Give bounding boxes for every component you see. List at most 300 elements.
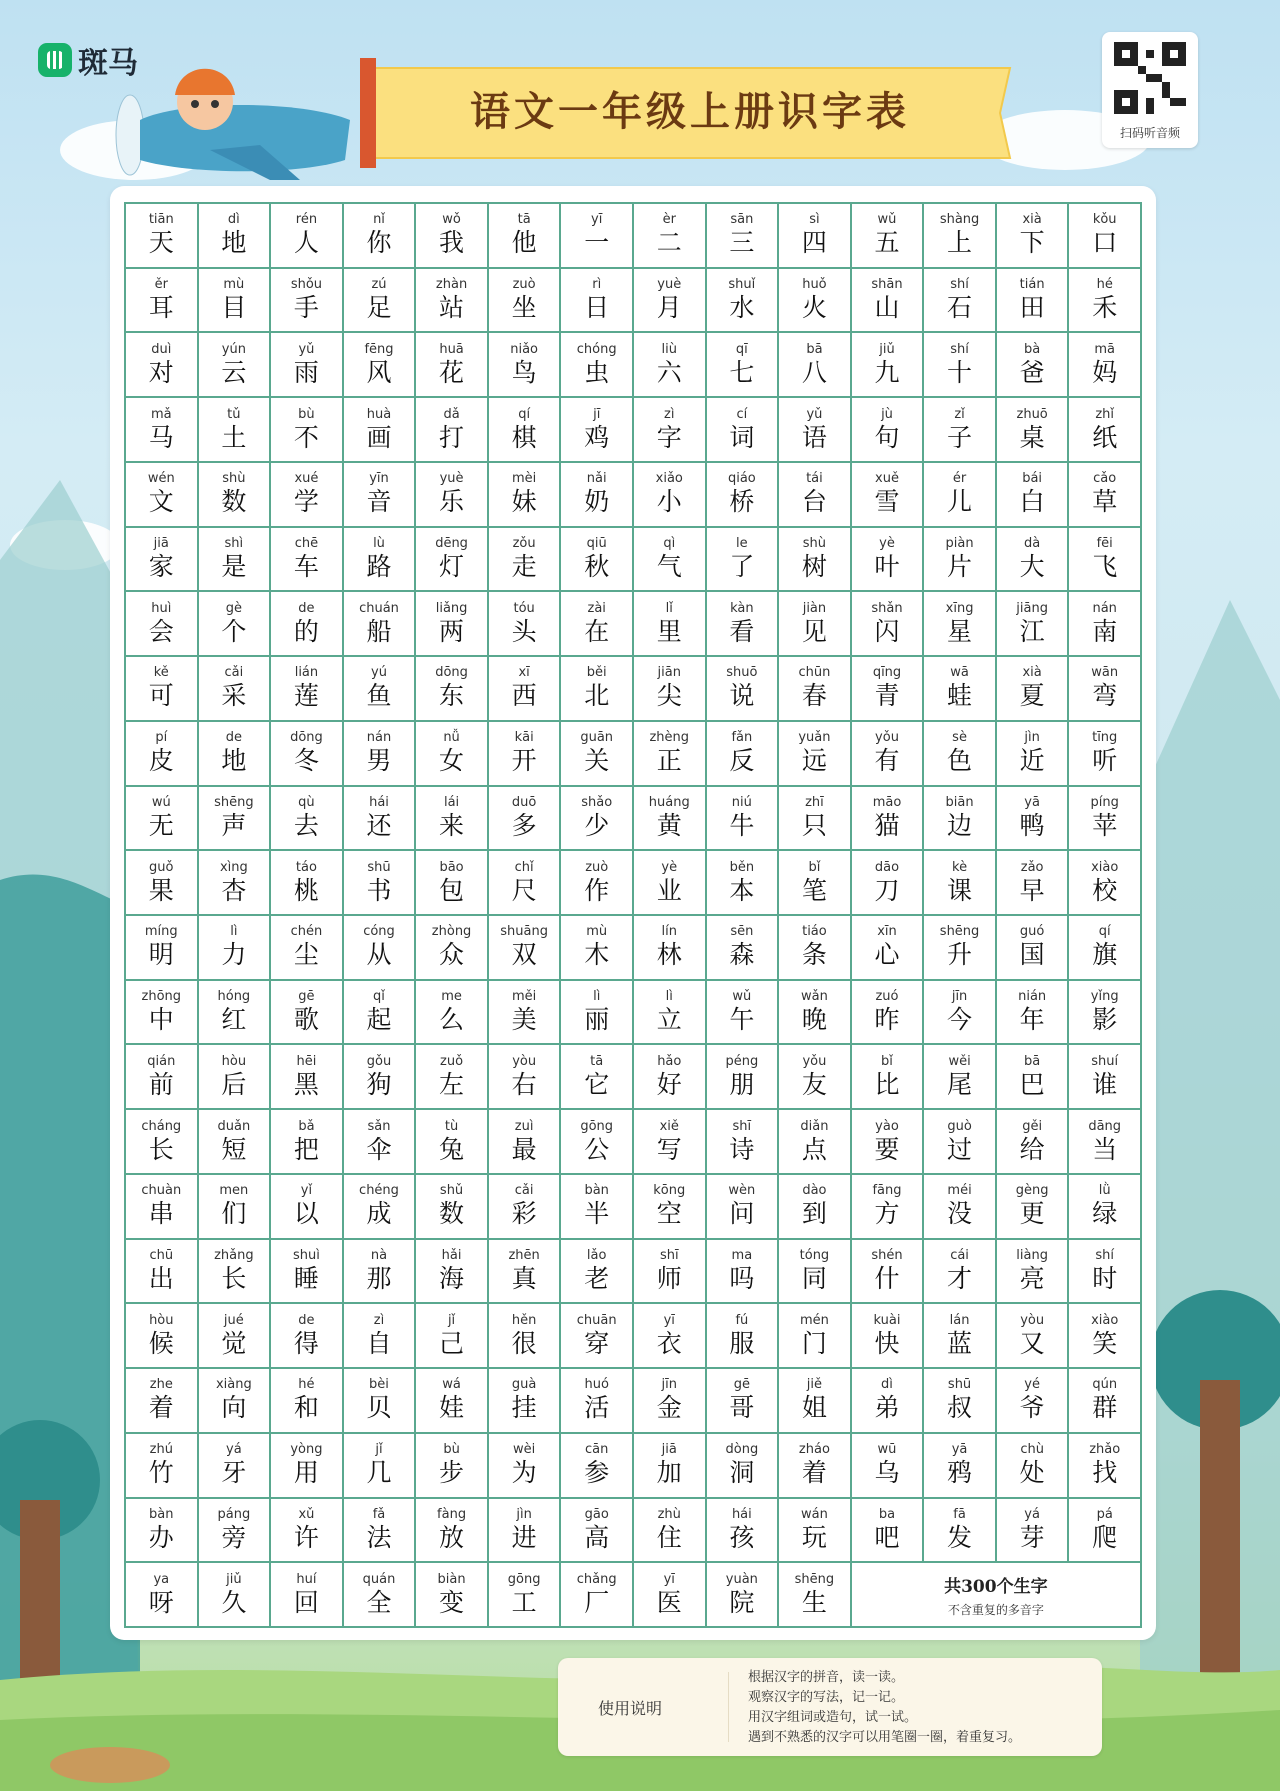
hanzi-character: 桥 — [729, 487, 755, 517]
character-cell — [416, 1434, 489, 1499]
hanzi-character: 杏 — [221, 875, 247, 905]
character-cell — [344, 1434, 417, 1499]
hanzi-character: 门 — [801, 1328, 827, 1358]
character-cell — [126, 1175, 199, 1240]
hanzi-character: 青 — [874, 681, 900, 711]
hanzi-character: 从 — [366, 940, 392, 970]
hanzi-character: 服 — [729, 1328, 755, 1358]
character-cell — [561, 1304, 634, 1369]
hanzi-character: 来 — [439, 810, 465, 840]
hanzi-character: 近 — [1019, 746, 1045, 776]
pinyin-label: guǒ — [149, 859, 174, 875]
hanzi-character: 马 — [148, 422, 174, 452]
hanzi-character: 风 — [366, 357, 392, 387]
hanzi-character: 得 — [293, 1328, 319, 1358]
pinyin-label: yòng — [290, 1442, 323, 1458]
pinyin-label: hái — [369, 794, 389, 810]
pinyin-label: nǎi — [586, 471, 607, 487]
pinyin-label: kōng — [653, 1183, 686, 1199]
character-cell — [779, 269, 852, 334]
character-cell — [199, 269, 272, 334]
character-cell — [489, 1304, 562, 1369]
pinyin-label: shuì — [292, 1247, 320, 1263]
hanzi-character: 众 — [439, 940, 465, 970]
pinyin-label: guó — [1019, 924, 1045, 940]
pinyin-label: bā — [1024, 1053, 1041, 1069]
character-cell — [199, 1110, 272, 1175]
character-cell — [561, 398, 634, 463]
pinyin-label: jiān — [657, 665, 681, 681]
character-cell — [271, 787, 344, 852]
character-cell — [852, 657, 925, 722]
pinyin-label: kǒu — [1092, 212, 1117, 228]
character-cell — [852, 851, 925, 916]
character-cell — [416, 204, 489, 269]
hanzi-character: 我 — [439, 228, 465, 258]
pinyin-label: diǎn — [800, 1118, 829, 1134]
character-cell — [997, 916, 1070, 981]
character-cell — [489, 333, 562, 398]
hanzi-character: 为 — [511, 1458, 537, 1488]
character-cell — [634, 333, 707, 398]
pinyin-label: jīn — [661, 1377, 677, 1393]
character-cell — [271, 1369, 344, 1434]
pinyin-label: cí — [736, 406, 748, 422]
hanzi-character: 长 — [148, 1134, 174, 1164]
pinyin-label: shū — [367, 859, 391, 875]
character-cell — [489, 787, 562, 852]
pinyin-label: jīn — [951, 989, 968, 1005]
hanzi-character: 头 — [511, 616, 537, 646]
hanzi-character: 水 — [729, 293, 755, 323]
pinyin-label: de — [298, 600, 315, 616]
pinyin-label: huí — [296, 1571, 317, 1587]
hanzi-character: 着 — [148, 1393, 174, 1423]
hanzi-character: 衣 — [656, 1328, 682, 1358]
pinyin-label: duō — [511, 794, 537, 810]
character-cell — [779, 1499, 852, 1564]
hanzi-character: 心 — [874, 940, 900, 970]
pinyin-label: méi — [947, 1183, 972, 1199]
hanzi-character: 四 — [801, 228, 827, 258]
character-cell — [779, 1175, 852, 1240]
pinyin-label: hǎo — [657, 1053, 682, 1069]
character-cell — [199, 592, 272, 657]
hanzi-character: 没 — [947, 1199, 973, 1229]
qr-card[interactable] — [1102, 32, 1198, 148]
character-cell — [271, 1563, 344, 1628]
hanzi-character: 蓝 — [947, 1328, 973, 1358]
character-cell — [997, 1304, 1070, 1369]
pinyin-label: zhuō — [1016, 406, 1048, 422]
pinyin-label: shēng — [794, 1571, 835, 1587]
character-cell — [416, 1110, 489, 1175]
pinyin-label: tián — [1019, 277, 1045, 293]
summary-count: 共300个生字 — [944, 1576, 1048, 1597]
character-cell — [1069, 528, 1142, 593]
hanzi-character: 吗 — [729, 1263, 755, 1293]
pinyin-label: huà — [366, 406, 392, 422]
pinyin-label: shǔ — [439, 1183, 464, 1199]
character-cell — [997, 1045, 1070, 1110]
pinyin-label: gē — [733, 1377, 750, 1393]
character-cell — [852, 269, 925, 334]
hanzi-character: 穿 — [584, 1328, 610, 1358]
hanzi-character: 对 — [148, 357, 174, 387]
pinyin-label: měi — [511, 989, 537, 1005]
pinyin-label: qǐ — [373, 989, 385, 1005]
pinyin-label: píng — [1090, 794, 1119, 810]
character-cell — [707, 1369, 780, 1434]
character-cell — [199, 722, 272, 787]
character-cell — [779, 916, 852, 981]
pinyin-label: kè — [952, 859, 968, 875]
hanzi-character: 桃 — [293, 875, 319, 905]
character-cell — [489, 722, 562, 787]
hanzi-character: 鸟 — [511, 357, 537, 387]
pinyin-label: wǔ — [877, 212, 897, 228]
character-cell — [126, 463, 199, 528]
hanzi-character: 前 — [148, 1069, 174, 1099]
pinyin-label: chuàn — [141, 1183, 182, 1199]
character-cell — [271, 528, 344, 593]
character-cell — [271, 916, 344, 981]
pinyin-label: qián — [147, 1053, 176, 1069]
character-cell — [1069, 1434, 1142, 1499]
character-cell — [852, 1240, 925, 1305]
hanzi-character: 红 — [221, 1005, 247, 1035]
hanzi-character: 加 — [656, 1458, 682, 1488]
character-cell — [1069, 1369, 1142, 1434]
pinyin-label: jìn — [1024, 730, 1040, 746]
character-cell — [1069, 1304, 1142, 1369]
pinyin-label: tā — [517, 212, 531, 228]
character-cell — [416, 1240, 489, 1305]
pinyin-label: zǒu — [512, 535, 536, 551]
pinyin-label: xià — [1022, 665, 1042, 681]
hanzi-character: 六 — [656, 357, 682, 387]
character-cell — [997, 1175, 1070, 1240]
hanzi-character: 要 — [874, 1134, 900, 1164]
pinyin-label: yī — [591, 212, 603, 228]
character-cell — [344, 1045, 417, 1110]
hanzi-character: 片 — [947, 551, 973, 581]
pinyin-label: wān — [1091, 665, 1119, 681]
hanzi-character: 江 — [1019, 616, 1045, 646]
character-cell — [707, 1499, 780, 1564]
hanzi-character: 厂 — [584, 1587, 610, 1617]
hanzi-character: 方 — [874, 1199, 900, 1229]
hanzi-character: 鱼 — [366, 681, 392, 711]
hanzi-character: 空 — [656, 1199, 682, 1229]
pinyin-label: shí — [950, 341, 969, 357]
pinyin-label: wèn — [728, 1183, 756, 1199]
pinyin-label: kuài — [873, 1312, 901, 1328]
hanzi-character: 处 — [1019, 1458, 1045, 1488]
character-cell — [1069, 1045, 1142, 1110]
character-cell — [489, 1369, 562, 1434]
character-cell — [561, 657, 634, 722]
hanzi-character: 院 — [729, 1587, 755, 1617]
character-cell — [852, 398, 925, 463]
pinyin-label: xīn — [877, 924, 897, 940]
character-cell — [924, 398, 997, 463]
pinyin-label: huì — [151, 600, 172, 616]
character-cell — [561, 1369, 634, 1434]
pinyin-label: xué — [294, 471, 319, 487]
character-cell — [199, 981, 272, 1046]
pinyin-label: gōng — [580, 1118, 614, 1134]
hanzi-character: 船 — [366, 616, 392, 646]
pinyin-label: yǔ — [806, 406, 823, 422]
hanzi-character: 数 — [221, 487, 247, 517]
pinyin-label: mèi — [511, 471, 537, 487]
character-cell — [561, 204, 634, 269]
hanzi-character: 给 — [1019, 1134, 1045, 1164]
hanzi-character: 东 — [439, 681, 465, 711]
character-cell — [489, 981, 562, 1046]
hanzi-character: 蛙 — [947, 681, 973, 711]
character-cell — [852, 333, 925, 398]
pinyin-label: zuò — [585, 859, 609, 875]
hanzi-character: 目 — [221, 293, 247, 323]
hanzi-character: 天 — [148, 228, 174, 258]
character-cell — [416, 1175, 489, 1240]
pinyin-label: jī — [593, 406, 601, 422]
pinyin-label: xiào — [1091, 1312, 1119, 1328]
character-cell — [779, 1369, 852, 1434]
hanzi-character: 好 — [656, 1069, 682, 1099]
hanzi-character: 早 — [1019, 875, 1045, 905]
airplane-illustration — [100, 40, 360, 180]
character-cell — [199, 1563, 272, 1628]
character-cell — [852, 463, 925, 528]
character-cell — [779, 528, 852, 593]
pinyin-label: yòu — [512, 1053, 537, 1069]
pinyin-label: yòu — [1020, 1312, 1045, 1328]
character-cell — [344, 916, 417, 981]
character-cell — [779, 1045, 852, 1110]
pinyin-label: jǐ — [447, 1312, 456, 1328]
character-cell — [199, 657, 272, 722]
character-cell — [707, 916, 780, 981]
pinyin-label: kāi — [514, 730, 534, 746]
hanzi-character: 金 — [656, 1393, 682, 1423]
character-cell — [561, 463, 634, 528]
character-cell — [997, 722, 1070, 787]
character-cell — [271, 269, 344, 334]
pinyin-label: gè — [225, 600, 242, 616]
character-cell — [344, 528, 417, 593]
hanzi-character: 女 — [439, 746, 465, 776]
pinyin-label: qiū — [586, 535, 607, 551]
character-cell — [561, 1434, 634, 1499]
hanzi-character: 尾 — [947, 1069, 973, 1099]
hanzi-character: 妹 — [511, 487, 537, 517]
hanzi-character: 鸦 — [947, 1458, 973, 1488]
pinyin-label: lǐ — [665, 600, 673, 616]
pinyin-label: míng — [144, 924, 178, 940]
pinyin-label: shì — [224, 535, 244, 551]
character-cell — [271, 657, 344, 722]
hanzi-character: 点 — [801, 1134, 827, 1164]
character-cell — [634, 1175, 707, 1240]
hanzi-character: 土 — [221, 422, 247, 452]
character-cell — [924, 1110, 997, 1175]
character-cell — [779, 333, 852, 398]
character-cell — [997, 204, 1070, 269]
pinyin-label: dōng — [290, 730, 323, 746]
hanzi-character: 发 — [947, 1522, 973, 1552]
character-cell — [344, 269, 417, 334]
hanzi-character: 到 — [801, 1199, 827, 1229]
hanzi-character: 星 — [947, 616, 973, 646]
hanzi-character: 住 — [656, 1522, 682, 1552]
pinyin-label: chóng — [576, 341, 617, 357]
hanzi-character: 人 — [293, 228, 319, 258]
character-cell — [779, 1563, 852, 1628]
hanzi-character: 车 — [293, 551, 319, 581]
character-cell — [271, 1110, 344, 1175]
character-cell — [779, 463, 852, 528]
hanzi-character: 黄 — [656, 810, 682, 840]
hanzi-character: 在 — [584, 616, 610, 646]
pinyin-label: zhòng — [431, 924, 472, 940]
hanzi-character: 觉 — [221, 1328, 247, 1358]
hanzi-character: 刀 — [874, 875, 900, 905]
character-cell — [1069, 398, 1142, 463]
character-cell — [707, 787, 780, 852]
character-cell — [271, 463, 344, 528]
hanzi-character: 坐 — [511, 293, 537, 323]
hanzi-character: 最 — [511, 1134, 537, 1164]
character-cell — [707, 1304, 780, 1369]
character-cell — [416, 851, 489, 916]
character-cell — [416, 269, 489, 334]
character-cell — [561, 916, 634, 981]
character-cell — [924, 528, 997, 593]
pinyin-label: qí — [518, 406, 531, 422]
hanzi-character: 二 — [656, 228, 682, 258]
pinyin-label: běn — [729, 859, 755, 875]
hanzi-character: 地 — [221, 746, 247, 776]
zebra-icon — [38, 43, 72, 77]
character-cell — [1069, 916, 1142, 981]
pinyin-label: yǐng — [1090, 989, 1119, 1005]
character-cell — [416, 1369, 489, 1434]
hanzi-character: 口 — [1092, 228, 1118, 258]
hanzi-character: 北 — [584, 681, 610, 711]
pinyin-label: chuān — [576, 1312, 617, 1328]
character-cell — [997, 787, 1070, 852]
pinyin-label: cóng — [363, 924, 395, 940]
hanzi-character: 中 — [148, 1005, 174, 1035]
qr-code-icon — [1114, 42, 1186, 114]
character-cell — [707, 1563, 780, 1628]
pinyin-label: cháng — [141, 1118, 182, 1134]
pinyin-label: guà — [511, 1377, 537, 1393]
pinyin-label: zhú — [149, 1442, 173, 1458]
hanzi-character: 妈 — [1092, 357, 1118, 387]
hanzi-character: 谁 — [1092, 1069, 1118, 1099]
pinyin-label: hēi — [296, 1053, 317, 1069]
pinyin-label: yīn — [369, 471, 389, 487]
pinyin-label: shǒu — [290, 277, 323, 293]
brand-name: 斑马 — [78, 46, 138, 81]
hanzi-character: 声 — [221, 810, 247, 840]
pinyin-label: shén — [871, 1247, 903, 1263]
pinyin-label: jiàn — [802, 600, 827, 616]
pinyin-label: xǔ — [298, 1506, 315, 1522]
hanzi-character: 它 — [584, 1069, 610, 1099]
character-cell — [561, 787, 634, 852]
pinyin-label: zài — [587, 600, 606, 616]
pinyin-label: de — [225, 730, 242, 746]
character-cell — [416, 787, 489, 852]
character-cell — [634, 1434, 707, 1499]
hanzi-character: 用 — [293, 1458, 319, 1488]
hanzi-character: 会 — [148, 616, 174, 646]
character-cell — [924, 981, 997, 1046]
character-cell — [199, 398, 272, 463]
hanzi-character: 爸 — [1019, 357, 1045, 387]
hanzi-character: 字 — [656, 422, 682, 452]
hanzi-character: 起 — [366, 1005, 392, 1035]
hanzi-character: 右 — [511, 1069, 537, 1099]
character-cell — [344, 592, 417, 657]
character-cell — [199, 1045, 272, 1110]
pinyin-label: wǔ — [732, 989, 752, 1005]
hanzi-character: 晚 — [801, 1005, 827, 1035]
hanzi-character: 了 — [729, 551, 755, 581]
hanzi-character: 力 — [221, 940, 247, 970]
pinyin-label: wěi — [948, 1053, 971, 1069]
character-cell — [634, 1045, 707, 1110]
character-cell — [489, 1563, 562, 1628]
character-cell — [344, 1499, 417, 1564]
hanzi-character: 田 — [1019, 293, 1045, 323]
pinyin-label: shuāng — [500, 924, 548, 940]
character-cell — [779, 787, 852, 852]
character-cell — [344, 722, 417, 787]
character-cell — [271, 204, 344, 269]
character-cell — [997, 851, 1070, 916]
pinyin-label: bù — [443, 1442, 460, 1458]
character-cell — [707, 1045, 780, 1110]
pinyin-label: chē — [294, 535, 319, 551]
hanzi-character: 半 — [584, 1199, 610, 1229]
hanzi-character: 课 — [947, 875, 973, 905]
character-cell — [489, 1499, 562, 1564]
pinyin-label: shù — [222, 471, 246, 487]
character-cell — [199, 851, 272, 916]
character-grid — [124, 202, 1142, 1628]
character-cell — [271, 981, 344, 1046]
pinyin-label: nán — [366, 730, 392, 746]
hanzi-character: 乌 — [874, 1458, 900, 1488]
hanzi-character: 奶 — [584, 487, 610, 517]
hanzi-character: 音 — [366, 487, 392, 517]
usage-lines — [748, 1668, 1021, 1748]
pinyin-label: niǎo — [510, 341, 539, 357]
character-cell — [344, 981, 417, 1046]
pinyin-label: wá — [442, 1377, 461, 1393]
pinyin-label: zuó — [875, 989, 899, 1005]
pinyin-label: hé — [298, 1377, 315, 1393]
mountain-right — [1140, 600, 1280, 1791]
character-cell — [779, 398, 852, 463]
hanzi-character: 弯 — [1092, 681, 1118, 711]
